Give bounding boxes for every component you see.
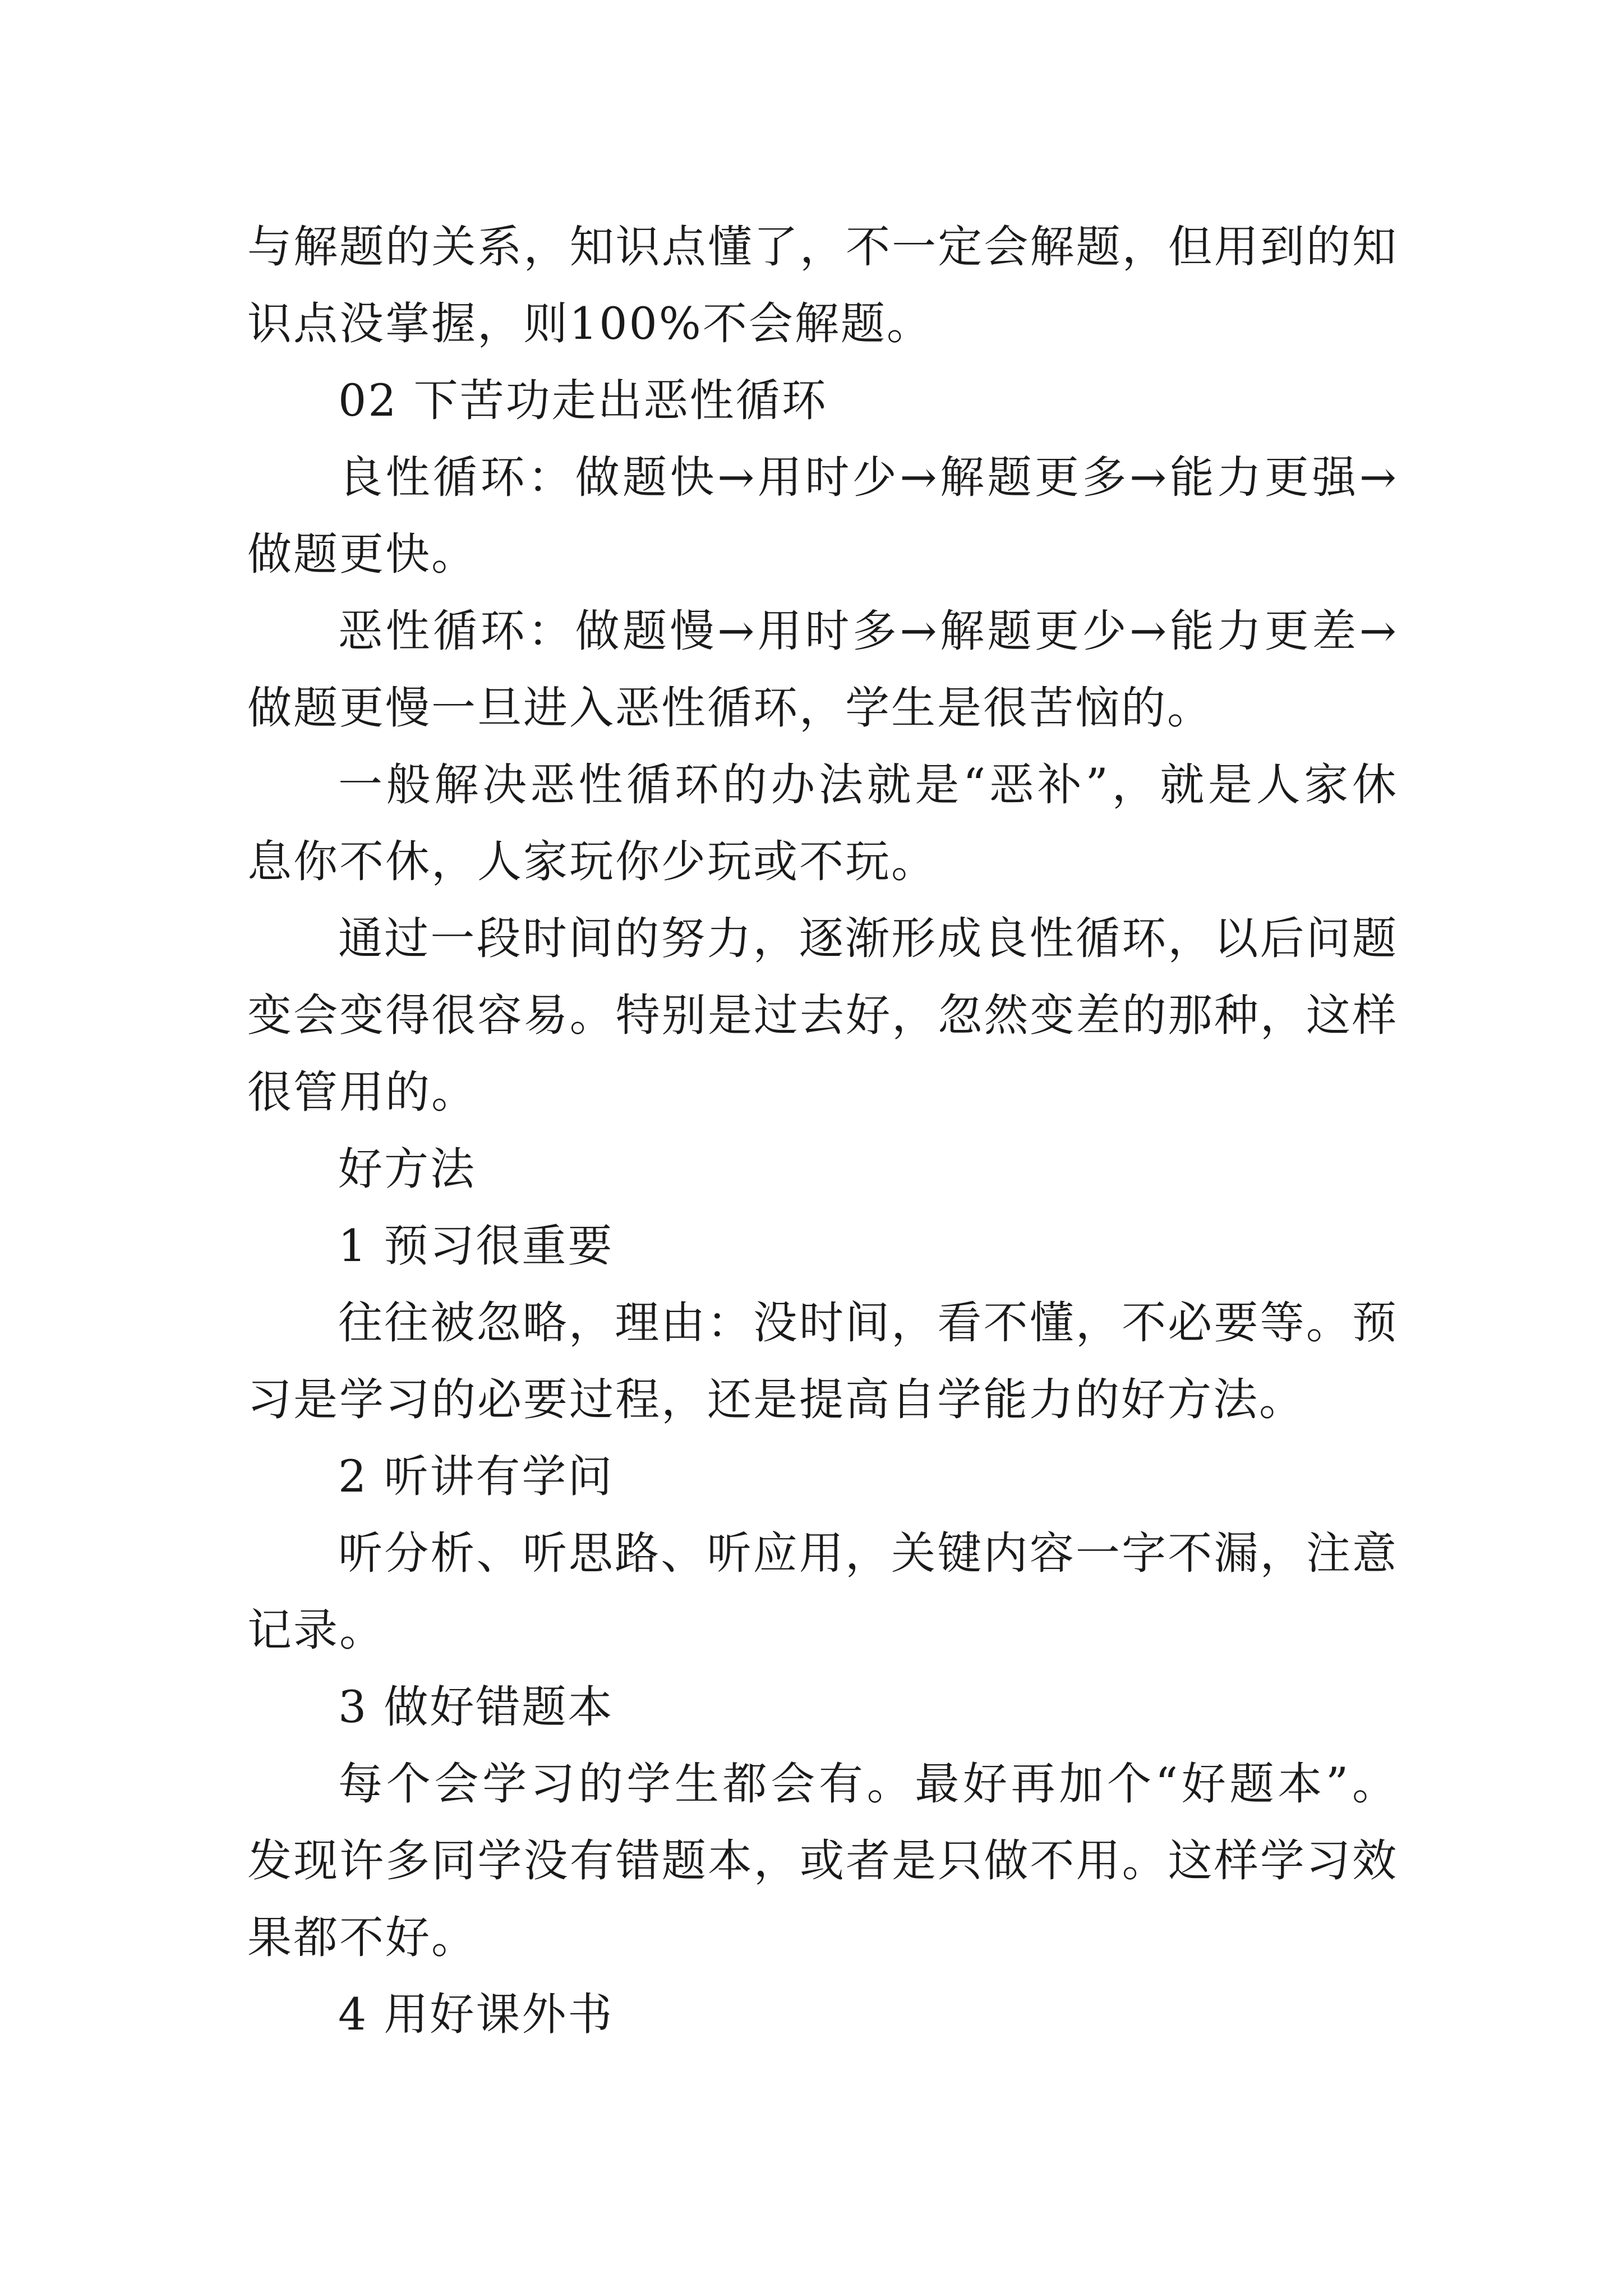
- paragraph: 良性循环：做题快→用时少→解题更多→能力更强→做题更快。: [247, 452, 1398, 580]
- paragraph: 每个会学习的学生都会有。最好再加个“好题本”。发现许多同学没有错题本，或者是只做不用。这样学习效果都不好。: [247, 1758, 1398, 1963]
- document-body: [247, 209, 1398, 2053]
- paragraph: 往往被忽略，理由：没时间，看不懂，不必要等。预习是学习的必要过程，还是提高自学能力的好方法。: [247, 1297, 1398, 1425]
- section-heading: 02 下苦功走出恶性循环: [338, 375, 828, 426]
- paragraph: 恶性循环：做题慢→用时多→解题更少→能力更差→做题更慢一旦进入恶性循环，学生是很苦恼的。: [247, 605, 1398, 734]
- subheading: 2 听讲有学问: [338, 1451, 614, 1502]
- subheading: 3 做好错题本: [338, 1681, 614, 1733]
- subheading: 1 预习很重要: [338, 1220, 614, 1272]
- subheading: 4 用好课外书: [338, 1989, 614, 2040]
- paragraph: 听分析、听思路、听应用，关键内容一字不漏，注意记录。: [247, 1527, 1398, 1656]
- paragraph: 与解题的关系，知识点懂了，不一定会解题，但用到的知识点没掌握，则100%不会解题。: [247, 221, 1398, 349]
- section-heading: 好方法: [338, 1143, 476, 1195]
- paragraph: 通过一段时间的努力，逐渐形成良性循环，以后问题变会变得很容易。特别是过去好，忽然变差的那种，这样很管用的。: [247, 913, 1398, 1118]
- paragraph: 一般解决恶性循环的办法就是“恶补”，就是人家休息你不休，人家玩你少玩或不玩。: [247, 759, 1398, 887]
